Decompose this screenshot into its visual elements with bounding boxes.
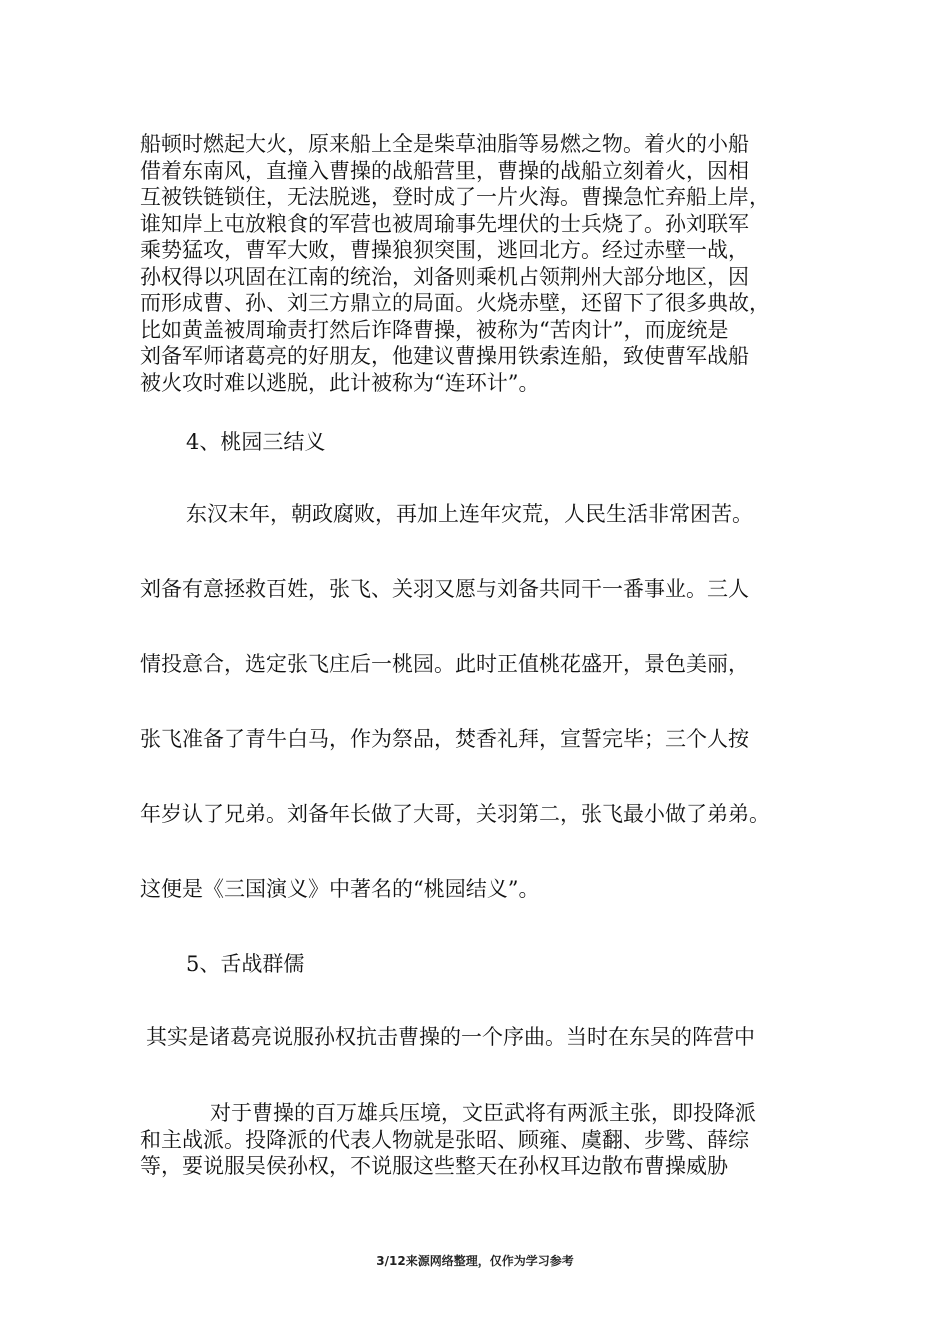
page-footer: 3/12来源网络整理，仅作为学习参考 bbox=[376, 1254, 574, 1268]
text-line: 等，要说服吴侯孙权，不说服这些整天在孙权耳边散布曹操威胁 bbox=[140, 1154, 728, 1178]
section-heading-4: 4、桃园三结义 bbox=[186, 430, 326, 454]
text-line: 这便是《三国演义》中著名的“桃园结义”。 bbox=[140, 877, 540, 901]
text-line: 东汉末年，朝政腐败，再加上连年灾荒，人民生活非常困苦。 bbox=[186, 502, 753, 526]
text-line: 孙权得以巩固在江南的统治，刘备则乘机占领荆州大部分地区，因 bbox=[140, 264, 749, 289]
section-heading-5: 5、舌战群儒 bbox=[186, 952, 305, 976]
text-line: 比如黄盖被周瑜责打然后诈降曹操，被称为“苦肉计”，而庞统是 bbox=[140, 317, 729, 342]
text-line: 其实是诸葛亮说服孙权抗击曹操的一个序曲。当时在东吴的阵营中 bbox=[146, 1025, 755, 1049]
text-line: 情投意合，选定张飞庄后一桃园。此时正值桃花盛开，景色美丽， bbox=[140, 652, 749, 676]
text-line: 借着东南风，直撞入曹操的战船营里，曹操的战船立刻着火，因相 bbox=[140, 158, 749, 183]
text-line: 年岁认了兄弟。刘备年长做了大哥，关羽第二，张飞最小做了弟弟。 bbox=[140, 802, 770, 826]
text-line: 刘备有意拯救百姓，张飞、关羽又愿与刘备共同干一番事业。三人 bbox=[140, 577, 749, 601]
text-line: 和主战派。投降派的代表人物就是张昭、顾雍、虞翻、步骘、薛综 bbox=[140, 1127, 749, 1152]
text-line: 乘势猛攻，曹军大败，曹操狼狈突围，逃回北方。经过赤壁一战， bbox=[140, 238, 749, 262]
text-line: 船顿时燃起大火，原来船上全是柴草油脂等易燃之物。着火的小船 bbox=[140, 132, 749, 156]
paragraph-chibi bbox=[140, 131, 820, 396]
text-line: 刘备军师诸葛亮的好朋友，他建议曹操用铁索连船，致使曹军战船 bbox=[140, 344, 749, 368]
text-line: 互被铁链锁住，无法脱逃，登时成了一片火海。曹操急忙弃船上岸， bbox=[140, 185, 770, 209]
text-line: 谁知岸上屯放粮食的军营也被周瑜事先埋伏的士兵烧了。孙刘联军 bbox=[140, 211, 749, 236]
text-line: 对于曹操的百万雄兵压境，文臣武将有两派主张，即投降派 bbox=[210, 1101, 756, 1125]
text-line: 被火攻时难以逃脱，此计被称为“连环计”。 bbox=[140, 370, 540, 395]
paragraph-shezhan bbox=[140, 1100, 820, 1180]
text-line: 而形成曹、孙、刘三方鼎立的局面。火烧赤壁，还留下了很多典故， bbox=[140, 291, 770, 315]
text-line: 张飞准备了青牛白马，作为祭品，焚香礼拜，宣誓完毕；三个人按 bbox=[140, 727, 749, 751]
